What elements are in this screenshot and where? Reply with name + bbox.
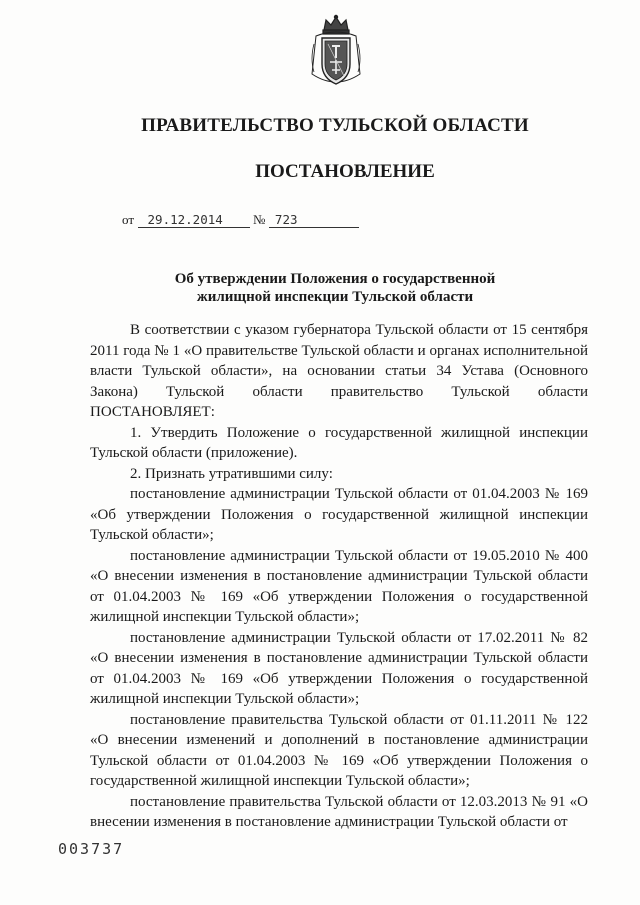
paragraph: постановление правительства Тульской области от 01.11.2011 № 122 «О внесении изменений и дополнений в постановление администрации Тульской области от 01.04.2003 № 169 «Об утверждении Положения о государственной жилищной инспекции Тульской области»; xyxy=(90,711,588,789)
government-title: ПРАВИТЕЛЬСТВО ТУЛЬСКОЙ ОБЛАСТИ xyxy=(141,115,529,136)
date-label: от xyxy=(122,212,135,227)
date-value: 29.12.2014 xyxy=(138,213,250,228)
document-type: ПОСТАНОВЛЕНИЕ xyxy=(255,161,435,182)
paragraph: 2. Признать утратившими силу: xyxy=(130,465,333,482)
coat-of-arms-icon xyxy=(308,14,364,90)
subject-line-2: жилищной инспекции Тульской области xyxy=(196,289,474,305)
number-value: 723 xyxy=(269,213,359,228)
document-subject xyxy=(0,270,640,306)
subject-line-1: Об утверждении Положения о государственной xyxy=(174,271,496,287)
paragraph: 1. Утвердить Положение о государственной жилищной инспекции Тульской области (приложение). xyxy=(90,424,588,461)
paragraph: постановление администрации Тульской области от 17.02.2011 № 82 «О внесении изменения в постановление администрации Тульской области от 01.04.2003 № 169 «Об утверждении Положения о государственной жилищной инспекции Тульской области»; xyxy=(90,629,588,707)
document-body xyxy=(90,320,588,833)
number-label: № xyxy=(253,212,266,227)
paragraph: постановление администрации Тульской области от 01.04.2003 № 169 «Об утверждении Положения о государственной жилищной инспекции Тульской области»; xyxy=(90,486,588,543)
paragraph: постановление администрации Тульской области от 19.05.2010 № 400 «О внесении изменения в постановление администрации Тульской области от 01.04.2003 № 169 «Об утверждении Положения о государственной жилищной инспекции Тульской области»; xyxy=(90,547,588,625)
date-number-line xyxy=(122,212,359,229)
paragraph: В соответствии с указом губернатора Тульской области от 15 сентября 2011 года № 1 «О правительстве Тульской области и органах исполнительной власти Тульской области», на основании статьи 34 Устава (Основного Закона) Тульской области правительство Тульской области ПОСТАНОВЛЯЕТ: xyxy=(90,322,588,420)
paragraph: постановление правительства Тульской области от 12.03.2013 № 91 «О внесении изменения в постановление администрации Тульской области от xyxy=(90,793,588,830)
serial-number: 003737 xyxy=(58,840,125,858)
